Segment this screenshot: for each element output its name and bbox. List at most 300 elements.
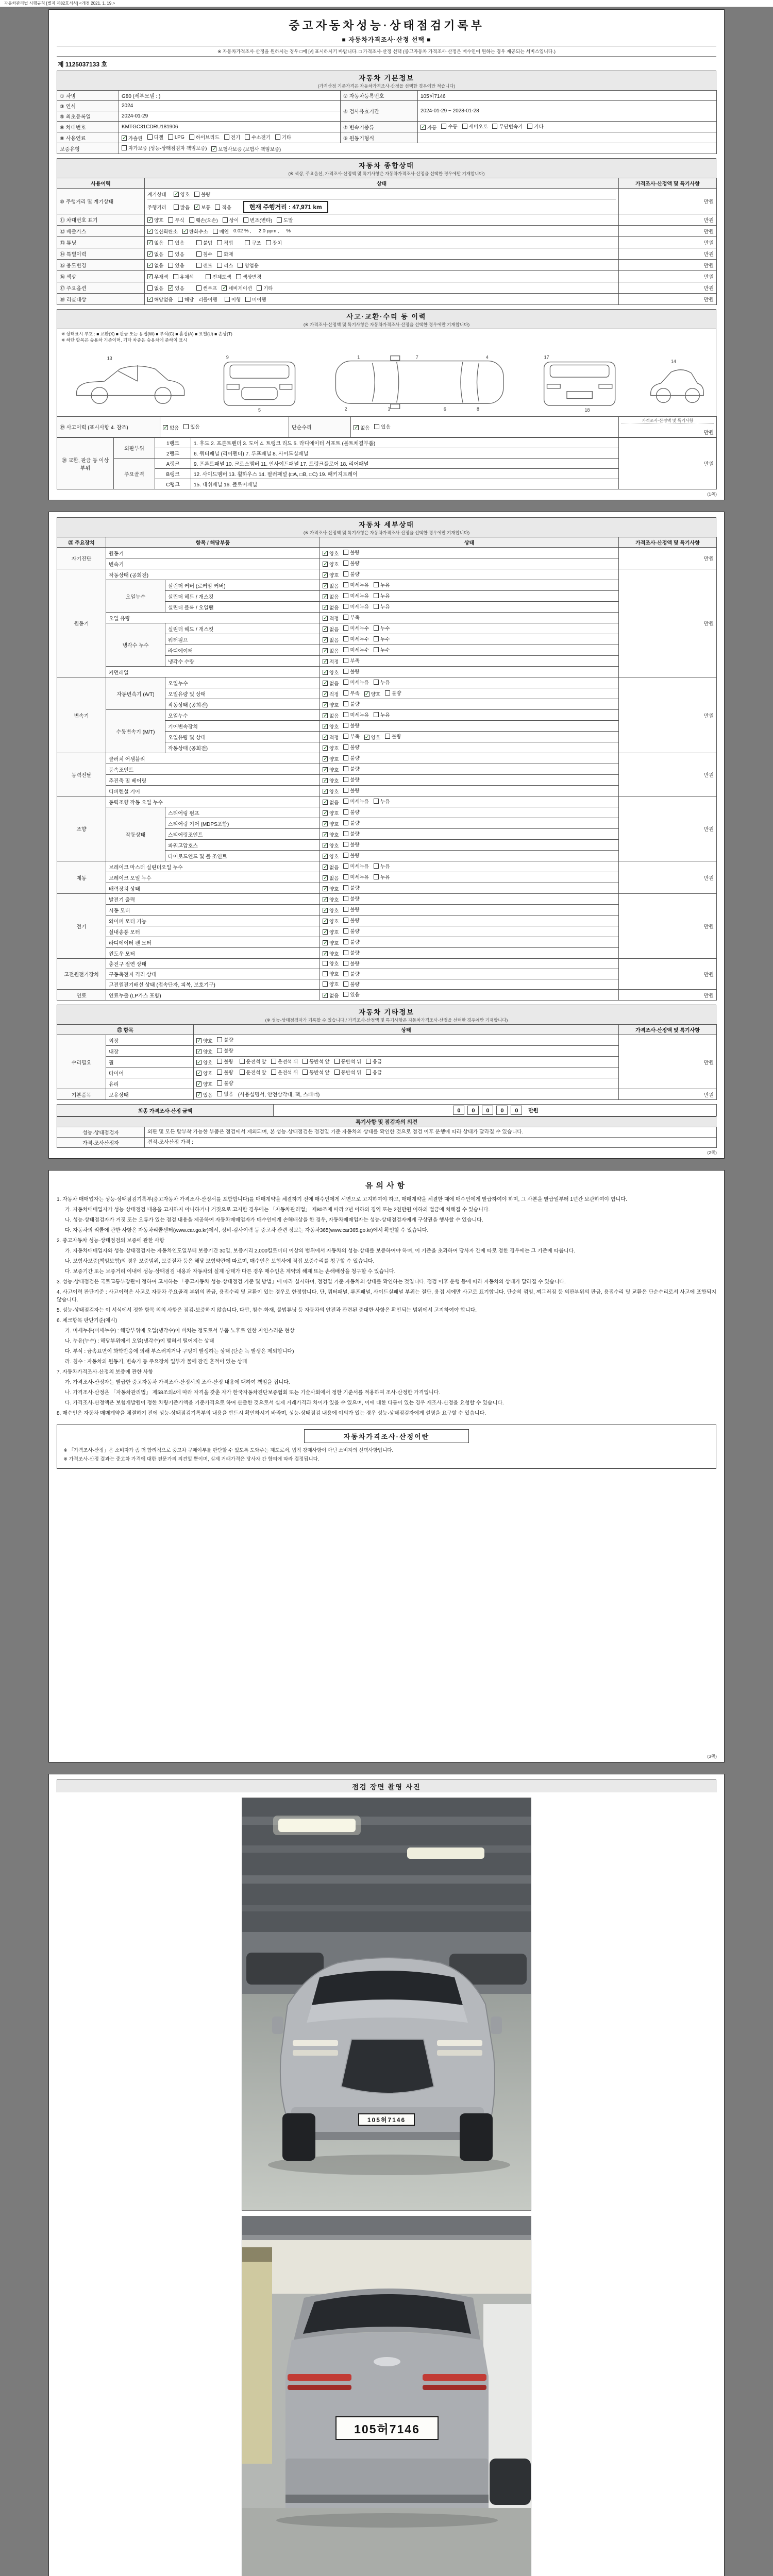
checkbox-icon: ✓ xyxy=(323,626,328,632)
parts-rank: C랭크 xyxy=(155,479,191,489)
part-name: 기어변속장치 xyxy=(165,721,320,732)
checkbox-icon xyxy=(492,124,497,129)
parts-row xyxy=(57,479,717,489)
checkbox-icon: ✓ xyxy=(323,745,328,751)
panel-number-label: 18 xyxy=(584,408,590,413)
checkbox-option xyxy=(374,581,390,588)
overall-row xyxy=(57,294,717,305)
checkbox-option xyxy=(245,296,266,303)
checkbox-label: 응급 xyxy=(372,1070,382,1076)
state-cell xyxy=(145,189,619,214)
checkbox-label: 없음 xyxy=(329,865,339,871)
inspector-label: 성능·상태점검자 xyxy=(57,1127,145,1138)
overall-row xyxy=(57,226,717,237)
etc-item-label: 휠 xyxy=(106,1057,194,1067)
checkbox-option xyxy=(217,1090,233,1097)
checkbox-label: 수소전기 xyxy=(251,135,271,141)
checkbox-icon: ✓ xyxy=(122,135,127,141)
checkbox-label: 없음 xyxy=(329,627,339,633)
checkbox-icon xyxy=(217,1080,222,1086)
state-cell xyxy=(145,226,619,237)
state-cell xyxy=(320,667,619,677)
checkbox-option xyxy=(323,970,339,977)
checkbox-icon xyxy=(343,690,348,696)
checkbox-label: 미세누유 xyxy=(350,875,369,880)
checkbox-label: 운전석 앞 xyxy=(246,1070,266,1076)
history-item-label: ⑮ 용도변경 xyxy=(57,260,145,271)
checkbox-icon xyxy=(374,582,379,587)
accident-history-label: ⑲ 사고이력 (표시사항 4. 참조) xyxy=(57,417,160,437)
sub-item-name: 냉각수 누수 xyxy=(106,623,165,667)
state-cell xyxy=(320,872,619,883)
checkbox-label: 응급 xyxy=(372,1059,382,1065)
appraiser-opinion: 견적·조사산정 가격 : xyxy=(145,1138,717,1148)
checkbox-icon xyxy=(366,1070,371,1075)
col-header: 상태 xyxy=(320,537,619,548)
price-cell: 만원 xyxy=(619,1089,717,1100)
checkbox-icon xyxy=(275,134,280,140)
checkbox-icon xyxy=(343,604,348,609)
panel-number-label: 6 xyxy=(443,406,446,412)
price-digit: 0 xyxy=(511,1106,522,1115)
detail-row xyxy=(57,710,717,721)
state-cell xyxy=(194,1089,619,1100)
checkbox-option xyxy=(275,133,291,141)
state-text: 0.02 % , xyxy=(233,228,251,234)
checkbox-icon: ✓ xyxy=(323,799,328,805)
checkbox-icon xyxy=(374,680,379,685)
checkbox-label: 양호 xyxy=(203,1049,213,1055)
checkbox-label: 수동 xyxy=(448,124,458,130)
checkbox-label: 있음 xyxy=(190,424,200,430)
history-item-label: ⑭ 특별이력 xyxy=(57,248,145,260)
checkbox-label: 불량 xyxy=(392,734,401,740)
checkbox-option xyxy=(343,581,369,588)
part-name: 충전구 절연 상태 xyxy=(106,959,320,969)
checkbox-label: 미세누수 xyxy=(350,648,369,653)
device-name: 조향 xyxy=(57,796,106,861)
checkbox-option xyxy=(182,228,208,235)
price-cell: 만원 xyxy=(619,294,717,305)
parts-rank: B랭크 xyxy=(155,469,191,479)
parts-items: 1. 후드 2. 프론트펜더 3. 도어 4. 트렁크 리드 5. 라디에이터 서포트 (볼트체결부품) xyxy=(191,438,619,448)
state-line xyxy=(147,227,616,235)
checkbox-label: 전기 xyxy=(230,135,241,141)
checkbox-label: 불법 xyxy=(203,240,213,246)
accident-parts-table xyxy=(57,437,717,489)
section-title: 점검 장면 촬영 사진 xyxy=(352,1783,421,1791)
panel-number-label: 4 xyxy=(485,354,489,360)
checkbox-icon xyxy=(343,777,348,782)
checkbox-option xyxy=(366,1058,382,1065)
checkbox-icon xyxy=(343,874,348,879)
checkbox-label: 없음 xyxy=(329,584,339,589)
checkbox-icon xyxy=(271,1059,276,1064)
checkbox-icon xyxy=(462,124,467,129)
checkbox-icon xyxy=(238,263,243,268)
price-cell: 만원 xyxy=(619,548,717,569)
checkbox-icon: ✓ xyxy=(323,648,328,654)
part-name: 등속조인트 xyxy=(106,764,320,775)
state-cell xyxy=(320,623,619,634)
parts-rank: 1랭크 xyxy=(155,438,191,448)
checkbox-icon xyxy=(441,124,446,129)
checkbox-label: 양호 xyxy=(329,833,339,838)
panel-number-label: 14 xyxy=(671,359,676,364)
checkbox-icon xyxy=(343,571,348,577)
checkbox-icon xyxy=(147,134,153,140)
checkbox-icon xyxy=(343,582,348,587)
checkbox-option xyxy=(323,593,339,600)
col-header: ㉒ 항목 xyxy=(57,1025,194,1035)
price-cell: 만원 xyxy=(619,189,717,214)
state-cell xyxy=(320,634,619,645)
final-price-row xyxy=(57,1105,717,1116)
state-cell xyxy=(320,753,619,764)
state-text: % xyxy=(286,228,291,234)
checkbox-icon xyxy=(343,863,348,869)
checkbox-icon: ✓ xyxy=(197,1048,202,1055)
part-name: 배력장치 상태 xyxy=(106,883,320,894)
checkbox-option xyxy=(194,191,210,198)
checkbox-icon: ✓ xyxy=(323,767,328,773)
parts-section-label: ⑳ 교환, 판금 등 이상 부위 xyxy=(57,438,114,489)
checkbox-option xyxy=(343,841,359,848)
panel-number-label: 17 xyxy=(544,354,549,360)
checkbox-option xyxy=(147,133,163,141)
checkbox-option xyxy=(343,624,369,632)
checkbox-option xyxy=(364,734,380,741)
checkbox-icon xyxy=(343,766,348,771)
checkbox-option xyxy=(168,134,184,140)
checkbox-option xyxy=(183,423,199,430)
year-label: ③ 연식 xyxy=(57,101,119,111)
checkbox-icon: ✓ xyxy=(323,561,328,567)
state-line xyxy=(147,283,616,292)
parts-items: 12. 사이드멤버 13. 휠하우스 14. 필러패널 (□A, □B, □C) 19. 패키지트레이 xyxy=(191,469,619,479)
device-name: 연료 xyxy=(57,990,106,1001)
checkbox-label: 누수 xyxy=(380,637,390,642)
checkbox-label: 동반석 뒤 xyxy=(341,1059,361,1065)
accident-history-table xyxy=(57,416,717,437)
checkbox-icon xyxy=(334,1070,340,1075)
panel-number-label: 13 xyxy=(107,355,112,361)
overall-row xyxy=(57,214,717,226)
note-item: 7. 자동차가격조사·산정의 보증에 관한 사항 xyxy=(57,1369,154,1375)
state-cell xyxy=(320,645,619,656)
checkbox-label: 운전석 뒤 xyxy=(277,1070,298,1076)
price-cell: 만원 xyxy=(619,226,717,237)
checkbox-label: 불량 xyxy=(350,951,360,956)
checkbox-option xyxy=(206,273,231,280)
device-name: 제동 xyxy=(57,861,106,894)
part-name: 실린더 커버 (로커암 커버) xyxy=(165,580,320,591)
checkbox-label: 침수 xyxy=(203,251,213,258)
checkbox-label: 훼손(오손) xyxy=(195,217,218,224)
detail-header-row xyxy=(57,537,717,548)
checkbox-label: 있음 xyxy=(175,251,184,258)
note-item: 라. 침수 : 자동차의 원동기, 변속기 등 주요장치 일부가 물에 잠긴 흔적이 있는 상태 xyxy=(65,1359,247,1365)
checkbox-icon xyxy=(303,1070,308,1075)
note-item: 6. 체크항목 판단기준(예시) xyxy=(57,1318,117,1324)
checkbox-icon xyxy=(343,615,348,620)
fuel-label: ⑧ 사용연료 xyxy=(57,132,119,143)
checkbox-icon: ✓ xyxy=(222,284,227,291)
checkbox-option xyxy=(354,424,369,431)
part-name: 라디에이터 팬 모터 xyxy=(106,937,320,948)
part-name: 고전원전기배선 상태 (접속단자, 피복, 보호기구) xyxy=(106,979,320,990)
opinion-row xyxy=(57,1138,717,1148)
engine-type-value xyxy=(418,132,717,143)
detail-row xyxy=(57,667,717,677)
checkbox-label: 없음 xyxy=(154,285,164,292)
checkbox-label: 불량 xyxy=(350,745,360,751)
appraiser-label: 가격·조사산정자 xyxy=(57,1138,145,1148)
parts-row xyxy=(57,438,717,448)
panel-number-label: 9 xyxy=(226,354,229,360)
checkbox-icon: ✓ xyxy=(148,250,153,257)
checkbox-option xyxy=(323,874,339,882)
checkbox-icon: ✓ xyxy=(323,734,328,740)
checkbox-option xyxy=(147,284,163,292)
checkbox-icon xyxy=(343,755,348,760)
history-item-label: ⑱ 리콜대상 xyxy=(57,294,145,305)
checkbox-icon xyxy=(343,701,348,706)
checkbox-option xyxy=(271,1058,298,1065)
checkbox-label: 있음 xyxy=(350,992,360,998)
checkbox-icon: ✓ xyxy=(323,788,328,794)
front-photo-illustration xyxy=(242,1798,531,2210)
checkbox-option xyxy=(323,604,339,611)
checkbox-label: LPG xyxy=(174,134,184,140)
history-item-label: ⑯ 색상 xyxy=(57,271,145,282)
checkbox-label: 없음 xyxy=(329,595,339,600)
state-cell xyxy=(320,796,619,807)
checkbox-option xyxy=(374,423,390,430)
checkbox-label: 기타 xyxy=(263,285,273,292)
overall-state-table xyxy=(57,178,717,305)
page-3 xyxy=(48,1170,725,1762)
checkbox-label: 양호 xyxy=(180,192,190,198)
checkbox-label: 미세누유 xyxy=(350,713,369,718)
parts-rank: A랭크 xyxy=(155,459,191,469)
history-item-label: ⑩ 주행거리 및 계기상태 xyxy=(57,189,145,214)
checkbox-label: 운전석 앞 xyxy=(246,1059,266,1065)
detail-row xyxy=(57,948,717,959)
state-cell xyxy=(320,580,619,591)
checkbox-label: 불량 xyxy=(350,777,360,783)
checkbox-label: 불량 xyxy=(350,572,360,578)
state-cell xyxy=(320,905,619,916)
warranty-options xyxy=(119,143,717,154)
checkbox-option xyxy=(122,144,207,151)
price-cell: 만원 xyxy=(619,861,717,894)
state-cell xyxy=(194,1067,619,1078)
panel-number-label: 1 xyxy=(357,354,360,360)
checkbox-icon xyxy=(240,1070,245,1075)
checkbox-option xyxy=(374,679,390,686)
checkbox-icon xyxy=(343,647,348,652)
checkbox-icon xyxy=(343,734,348,739)
checkbox-icon xyxy=(189,217,194,223)
checkbox-option xyxy=(213,228,229,235)
state-cell xyxy=(320,569,619,580)
checkbox-label: 하이브리드 xyxy=(195,135,220,141)
checkbox-icon: ✓ xyxy=(323,713,328,719)
state-cell xyxy=(320,677,619,688)
state-line xyxy=(147,215,616,224)
state-cell xyxy=(145,282,619,294)
checkbox-option xyxy=(147,216,163,224)
checkbox-option xyxy=(174,204,190,211)
checkbox-label: 누유 xyxy=(380,864,390,870)
etc-header-row xyxy=(57,1025,717,1035)
checkbox-option xyxy=(323,939,339,946)
price-cell: 만원 xyxy=(619,260,717,271)
car-name-label: ① 차명 xyxy=(57,91,119,101)
col-header: 사용이력 xyxy=(57,178,145,189)
checkbox-icon xyxy=(385,734,390,739)
checkbox-icon xyxy=(173,274,178,279)
checkbox-label: 양호 xyxy=(329,897,339,903)
checkbox-label: 누유 xyxy=(380,594,390,599)
checkbox-label: 가솔린 xyxy=(128,136,143,142)
checkbox-label: 불량 xyxy=(350,853,360,859)
checkbox-option xyxy=(343,700,359,707)
vehicle-type-legend: ※ 하단 항목은 승용차 기준이며, 기타 차종은 승용차에 준하여 표시 xyxy=(61,337,188,343)
checkbox-option xyxy=(196,250,212,258)
checkbox-label: 썬루프 xyxy=(203,285,217,292)
checkbox-label: 있음 xyxy=(175,285,184,292)
state-text: 2.0 ppm , xyxy=(258,228,279,234)
checkbox-option xyxy=(277,216,293,224)
checkbox-icon: ✓ xyxy=(323,680,328,686)
price-cell xyxy=(619,417,717,437)
part-name: 디퍼렌셜 기어 xyxy=(106,786,320,796)
note-item: 나. 성능·상태점검자가 거짓 또는 오류가 있는 점검 내용을 제공하여 자동차매매업자가 매수인에게 손해배상을 한 경우, 자동차매매업자는 성능·상태점검자에게 구상권을 행사할 수 있습니다. xyxy=(65,1217,483,1223)
checkbox-icon xyxy=(303,1059,308,1064)
checkbox-label: 양호 xyxy=(203,1071,213,1077)
checkbox-option xyxy=(343,917,359,924)
checkbox-option xyxy=(147,296,173,303)
checkbox-icon: ✓ xyxy=(323,940,328,946)
checkbox-label: 운전석 뒤 xyxy=(277,1059,298,1065)
checkbox-option xyxy=(323,755,339,762)
basic-row-year xyxy=(57,101,717,111)
checkbox-label: 있음 xyxy=(381,424,391,430)
simple-repair-label: 단순수리 xyxy=(289,417,351,437)
checkbox-label: 적정 xyxy=(329,692,339,698)
checkbox-icon xyxy=(323,961,328,966)
checkbox-icon: ✓ xyxy=(148,262,153,268)
checkbox-icon: ✓ xyxy=(197,1038,202,1044)
checkbox-label: 양호 xyxy=(154,217,164,224)
checkbox-option xyxy=(441,123,457,130)
checkbox-icon xyxy=(343,939,348,944)
checkbox-option xyxy=(343,787,359,794)
checkbox-label: 불량 xyxy=(350,982,360,988)
sub-item-name: 오일누수 xyxy=(106,580,165,613)
state-cell xyxy=(320,969,619,979)
checkbox-option xyxy=(222,284,252,292)
panel-number-label: 5 xyxy=(258,408,261,413)
parts-items: 15. 대쉬패널 16. 플로어패널 xyxy=(191,479,619,489)
note-item: 가. 자동차매매업자가 성능·상태점검 내용을 고지하지 아니하거나 거짓으로 고지한 경우에는 「자동차관리법」 제80조에 따라 2년 이하의 징역 또는 2천만원 이하의 벌금에 처해질 수 있습니다. xyxy=(65,1207,490,1213)
checkbox-icon xyxy=(168,240,173,245)
detail-row xyxy=(57,883,717,894)
checkbox-icon: ✓ xyxy=(323,604,328,611)
checkbox-option xyxy=(374,603,390,610)
checkbox-label: 많음 xyxy=(180,205,190,211)
checkbox-label: 영업용 xyxy=(244,263,259,269)
checkbox-label: 양호 xyxy=(329,670,339,676)
accident-history-row xyxy=(57,417,717,437)
checkbox-option xyxy=(271,1069,298,1076)
checkbox-label: 불량 xyxy=(350,907,360,913)
etc-row xyxy=(57,1057,717,1067)
parts-items: 9. 프론트패널 10. 크로스멤버 11. 인사이드패널 17. 트렁크플로어 18. 리어패널 xyxy=(191,459,619,469)
section-title: 자동차 세부상태 xyxy=(359,521,414,529)
year-value: 2024 xyxy=(119,101,341,111)
checkbox-icon xyxy=(217,1037,222,1042)
checkbox-label: 불량 xyxy=(350,896,360,902)
checkbox-icon: ✓ xyxy=(163,424,169,431)
state-cell xyxy=(320,937,619,948)
checkbox-option xyxy=(527,123,543,130)
checkbox-label: 있음 xyxy=(175,240,184,246)
checkbox-label: 이행 xyxy=(231,297,241,303)
checkbox-label: 상이 xyxy=(229,217,239,224)
checkbox-option xyxy=(323,885,339,892)
state-cell xyxy=(320,894,619,905)
checkbox-icon xyxy=(343,907,348,912)
final-price-digits xyxy=(451,1108,524,1114)
checkbox-label: 미세누수 xyxy=(350,637,369,642)
checkbox-icon: ✓ xyxy=(195,204,200,210)
checkbox-icon: ✓ xyxy=(148,216,153,223)
checkbox-label: 없음 xyxy=(154,240,164,246)
checkbox-icon: ✓ xyxy=(197,1081,202,1087)
detail-row xyxy=(57,872,717,883)
checkbox-label: 동반석 앞 xyxy=(309,1059,330,1065)
checkbox-icon xyxy=(217,1091,222,1096)
checkbox-icon xyxy=(385,690,390,696)
checkbox-option xyxy=(196,239,212,246)
col-header: 상태 xyxy=(145,178,619,189)
checkbox-option xyxy=(323,636,339,643)
checkbox-option xyxy=(194,204,210,211)
checkbox-icon: ✓ xyxy=(148,239,153,246)
section-title: 자동차 종합상태 xyxy=(359,162,414,170)
checkbox-icon xyxy=(343,712,348,717)
state-cell xyxy=(320,926,619,937)
checkbox-option xyxy=(196,1080,212,1088)
checkbox-label: 양호 xyxy=(329,961,339,967)
checkbox-label: 불량 xyxy=(224,1059,233,1065)
inspection-photo-front xyxy=(242,1798,531,2211)
etc-item-label: 보유상태 xyxy=(106,1089,194,1100)
checkbox-icon xyxy=(217,1059,222,1064)
checkbox-option xyxy=(343,722,359,729)
checkbox-label: 양호 xyxy=(329,919,339,925)
overall-header-row xyxy=(57,178,717,189)
basic-row-name xyxy=(57,91,717,101)
checkbox-option xyxy=(147,250,163,258)
checkbox-icon xyxy=(343,809,348,815)
checkbox-icon: ✓ xyxy=(323,723,328,730)
device-name: 전기 xyxy=(57,894,106,959)
checkbox-label: 양호 xyxy=(329,843,339,849)
